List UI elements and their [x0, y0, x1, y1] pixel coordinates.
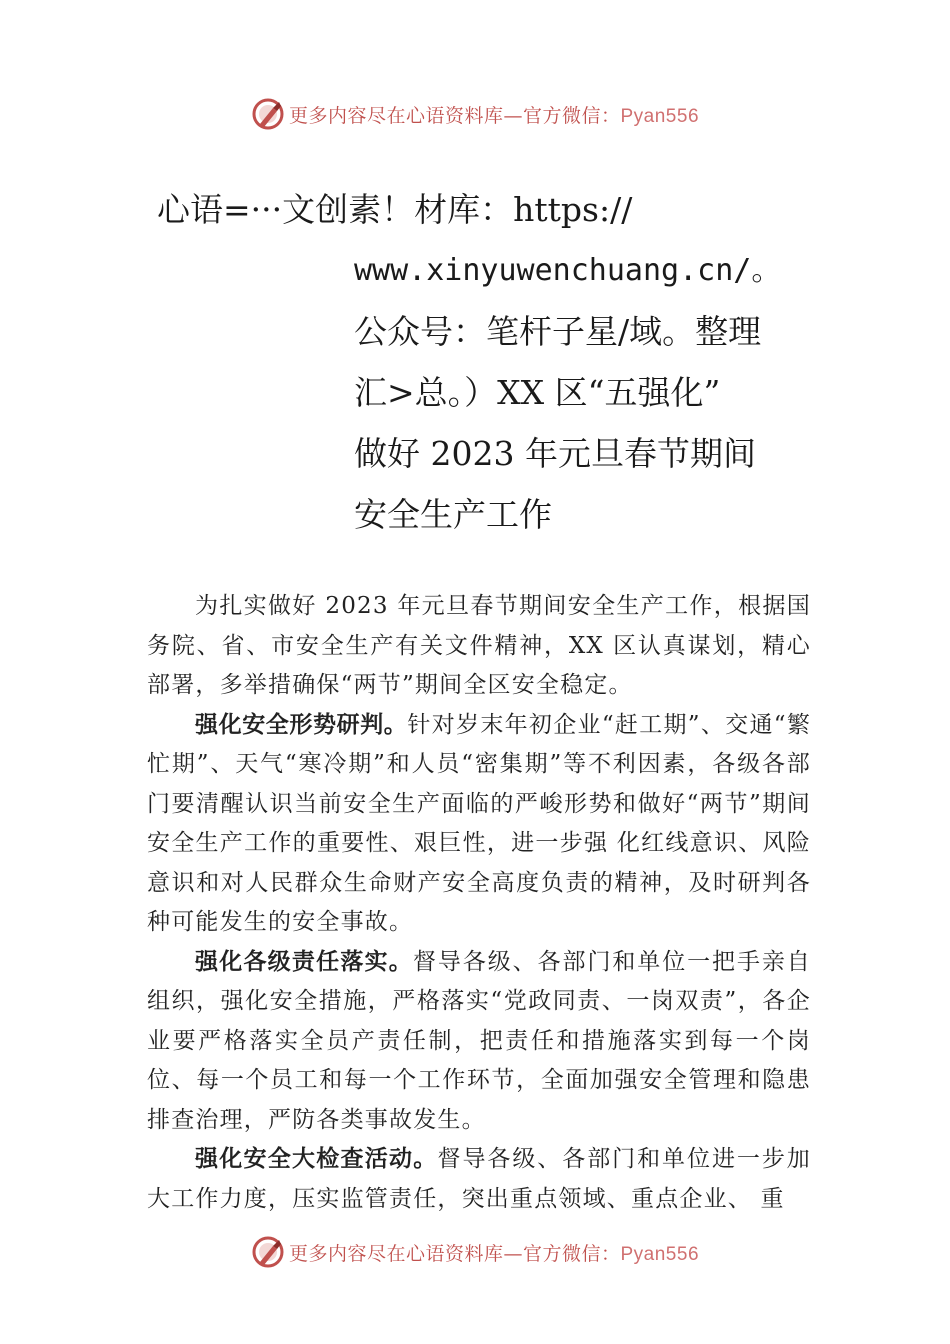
header-banner — [0, 94, 950, 134]
paragraph-lead: 强化各级责任落实。 — [195, 948, 413, 975]
pen-nib-logo-icon — [251, 1235, 285, 1269]
paragraph-lead: 强化安全形势研判。 — [195, 711, 408, 738]
footer-wechat-id: Pyan556 — [620, 1243, 700, 1265]
paragraph-inspection — [147, 1140, 811, 1219]
paragraph-text: 为扎实做好 2023 年元旦春节期间安全生产工作，根据国务院、省、市安全生产有关文件精神，XX 区认真谋划，精心部署，多举措确保“两节”期间全区安全稳定。 — [147, 593, 811, 698]
header-wechat-id: Pyan556 — [620, 105, 700, 127]
title-line-3: 公众号：笔杆子星/域。整理 — [354, 312, 762, 351]
title-line-6: 安全生产工作 — [354, 495, 552, 534]
title-line-4: 汇>总。）XX 区“五强化” — [354, 373, 721, 412]
paragraph-lead: 强化安全大检查活动。 — [195, 1146, 438, 1172]
title-line-2: www.xinyuwenchuang.cn/。 — [354, 253, 782, 288]
document-body — [147, 587, 811, 1219]
pen-nib-logo-icon — [251, 97, 285, 131]
title-line-5: 做好 2023 年元旦春节期间 — [354, 434, 756, 473]
paragraph-text: 督导各级、各部门和单位进一步加大工作力度，压实监管责任，突出重点领域、重点企业、 重 — [147, 1146, 811, 1212]
footer-banner-text: 更多内容尽在心语资料库—官方微信：Pyan556 — [288, 1242, 700, 1265]
paragraph-intro — [147, 587, 811, 706]
paragraph-responsibility — [147, 943, 811, 1141]
header-banner-text: 更多内容尽在心语资料库—官方微信：Pyan556 — [288, 104, 700, 127]
paragraph-text: 督导各级、各部门和单位一把手亲自组织，强化安全措施，严格落实“党政同责、一岗双责”，各企业要严格落实全员产责任制，把责任和措施落实到每一个岗位、每一个员工和每一个工作环节，全面加强安全管理和隐患排查治理，严防各类事故发生。 — [147, 948, 812, 1133]
title-line-1: 心语=···文创素！材库：https:// — [157, 190, 633, 229]
footer-banner — [0, 1232, 950, 1272]
paragraph-situation-analysis — [147, 706, 811, 943]
paragraph-text: 针对岁末年初企业“赶工期”、交通“繁忙期”、天气“寒冷期”和人员“密集期”等不利因素，各级各部门要清醒认识当前安全生产面临的严峻形势和做好“两节”期间安全生产工作的重要性、艰巨性，进一步强 化红线意识、风险意识和对人民群众生命财产安全高度负责的精神，及时研判各种可能发生的安全事故。 — [147, 711, 812, 935]
